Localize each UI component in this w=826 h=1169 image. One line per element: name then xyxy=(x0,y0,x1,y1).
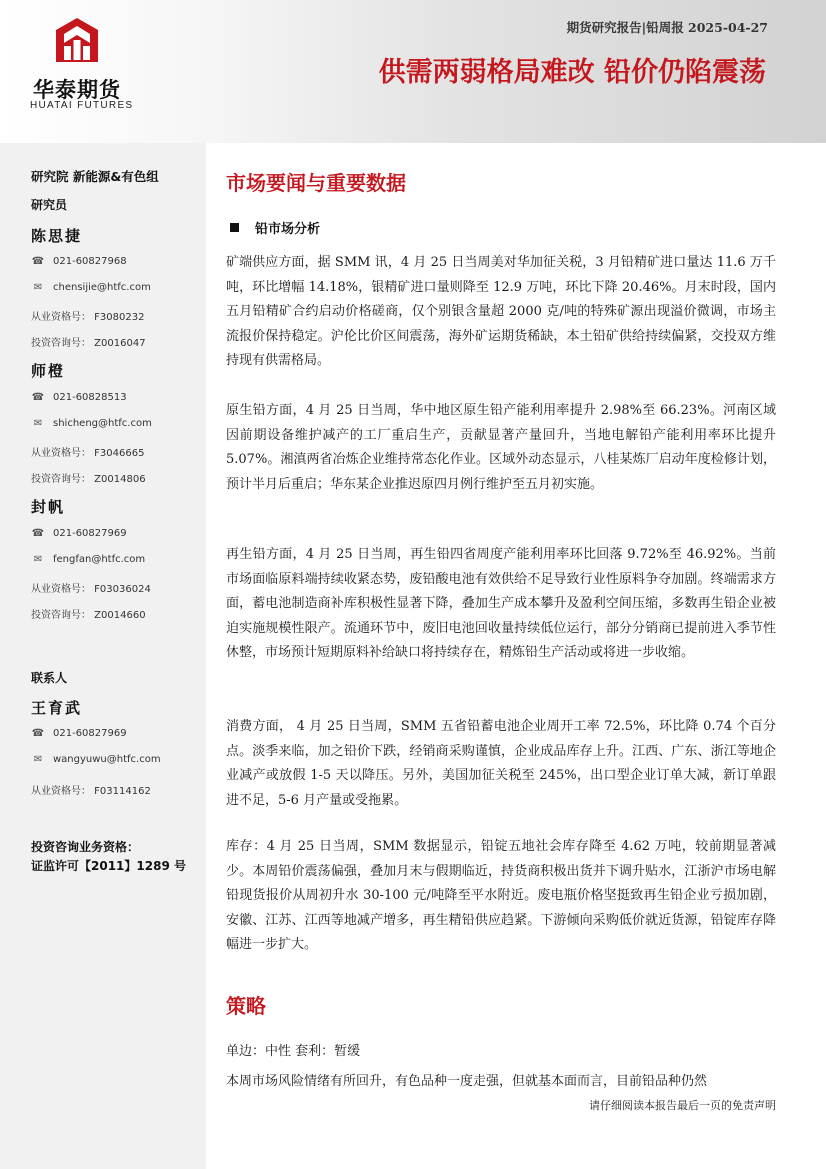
business-qualification xyxy=(31,838,186,876)
sidebar xyxy=(0,143,206,1169)
huatai-logo-icon xyxy=(55,17,99,63)
researcher-email[interactable]: ✉ chensijie@htfc.com xyxy=(31,282,151,293)
paragraph-mine-supply: 矿端供应方面，据 SMM 讯，4 月 25 日当周美对华加征关税，3 月铅精矿进口量达 11.6 万千吨，环比增幅 14.18%，银精矿进口量则降至 12.9 万吨，环比下降 20.46%。月末时段，国内五月铅精矿合约启动价格磋商，仅个别银含量超 2000 克/吨的特殊矿源出现溢价微调，市场主流报价保持稳定。沪伦比价区间震荡，海外矿运期货稀缺，本土铅矿供给持续偏紧，交投双方维持现有供需格局。 xyxy=(226,255,776,368)
researcher-phone: ☎ 021-60828513 xyxy=(31,392,127,403)
strategy-summary: 单边：中性 套利：暂缓 xyxy=(226,1044,361,1059)
sidebar-org: 研究院 新能源&有色组 xyxy=(31,169,159,184)
logo-chinese-name: 华泰期货 xyxy=(33,78,121,102)
logo-english-name: HUATAI FUTURES xyxy=(30,100,134,111)
report-header xyxy=(0,0,826,143)
phone-icon: ☎ xyxy=(31,728,45,739)
report-title: 供需两弱格局难改 铅价仍陷震荡 xyxy=(378,57,766,88)
paragraph-strategy: 本周市场风险情绪有所回升，有色品种一度走强，但就基本面而言，目前铅品种仍然 xyxy=(226,1074,708,1089)
contact-phone: ☎ 021-60827969 xyxy=(31,728,127,739)
paragraph-consumption: 消费方面， 4 月 25 日当周，SMM 五省铅蓄电池企业周开工率 72.5%，环比降 0.74 个百分点。淡季来临，加之铅价下跌，经销商采购谨慎，企业成品库存上升。江西、广东、浙江等地企业减产或放假 1-5 天以降压。另外，美国加征关税至 245%，出口型企业订单大减，新订单跟进不足，5-6 月产量或受拖累。 xyxy=(226,719,776,808)
paragraph-primary-lead: 原生铅方面，4 月 25 日当周，华中地区原生铅产能利用率提升 2.98%至 66.23%。河南区域因前期设备维护减产的工厂重启生产，贡献显著产量回升，当地电解铅产能利用率环比提升 5.07%。湘滇两省冶炼企业维持常态化作业。区域外动态显示，八桂某炼厂启动年度检修计划，预计半月后重启；华东某企业推迟原四月例行维护至五月初实施。 xyxy=(226,403,776,492)
contact-name: 王育武 xyxy=(31,699,83,717)
email-icon: ✉ xyxy=(33,418,43,429)
researchers-label: 研究员 xyxy=(31,198,68,212)
email-icon: ✉ xyxy=(33,754,43,765)
email-icon: ✉ xyxy=(33,282,43,293)
subsection-title: 铅市场分析 xyxy=(230,218,320,237)
phone-icon: ☎ xyxy=(31,256,45,267)
researcher-qualification: 从业资格号： F03036024 xyxy=(31,584,151,595)
bullet-square-icon xyxy=(230,223,239,232)
researcher-name: 陈思捷 xyxy=(31,227,83,245)
section-title-market-news: 市场要闻与重要数据 xyxy=(226,171,406,195)
paragraph-secondary-lead: 再生铅方面，4 月 25 日当周，再生铅四省周度产能利用率环比回落 9.72%至 46.92%。当前市场面临原料端持续收紧态势，废铅酸电池有效供给不足导致行业性原料争夺加剧。终端需求方面，蓄电池制造商补库积极性显著下降，叠加生产成本攀升及盈利空间压缩，多数再生铅企业被迫实施规模性限产。流通环节中，废旧电池回收量持续低位运行，部分分销商已提前进入季节性休整，市场预计短期原料补给缺口将持续存在，精炼铅生产活动或将进一步收缩。 xyxy=(226,547,776,660)
researcher-qualification: 从业资格号： F3080232 xyxy=(31,312,145,323)
researcher-invest-no: 投资咨询号： Z0016047 xyxy=(31,338,146,349)
report-meta: 期货研究报告|铅周报 2025-04-27 xyxy=(566,20,768,35)
researcher-phone: ☎ 021-60827968 xyxy=(31,256,127,267)
contact-qualification: 从业资格号： F03114162 xyxy=(31,786,151,797)
researcher-qualification: 从业资格号： F3046665 xyxy=(31,448,145,459)
researcher-phone: ☎ 021-60827969 xyxy=(31,528,127,539)
researcher-invest-no: 投资咨询号： Z0014806 xyxy=(31,474,146,485)
researcher-email[interactable]: ✉ fengfan@htfc.com xyxy=(31,554,145,565)
qualification-label: 投资咨询业务资格： xyxy=(31,840,140,854)
researcher-name: 师橙 xyxy=(31,362,66,380)
researcher-email[interactable]: ✉ shicheng@htfc.com xyxy=(31,418,152,429)
footer-disclaimer: 请仔细阅读本报告最后一页的免责声明 xyxy=(589,1099,776,1112)
section-title-strategy: 策略 xyxy=(226,994,266,1018)
qualification-license: 证监许可【2011】1289 号 xyxy=(31,859,186,873)
contact-email[interactable]: ✉ wangyuwu@htfc.com xyxy=(31,754,161,765)
contact-label: 联系人 xyxy=(31,671,68,685)
researcher-invest-no: 投资咨询号： Z0014660 xyxy=(31,610,146,621)
paragraph-inventory: 库存：4 月 25 日当周，SMM 数据显示，铅锭五地社会库存降至 4.62 万吨，较前期显著减少。本周铅价震荡偏强，叠加月末与假期临近，持货商积极出货并下调升贴水，江浙沪市场电解铅现货报价从周初升水 30-100 元/吨降至平水附近。废电瓶价格坚挺致再生铅企业亏损加剧，安徽、江苏、江西等地减产增多，再生精铅供应趋紧。下游倾向采购低价就近货源，铅锭库存降幅进一步扩大。 xyxy=(226,839,776,952)
researcher-name: 封帆 xyxy=(31,498,66,516)
phone-icon: ☎ xyxy=(31,528,45,539)
email-icon: ✉ xyxy=(33,554,43,565)
phone-icon: ☎ xyxy=(31,392,45,403)
